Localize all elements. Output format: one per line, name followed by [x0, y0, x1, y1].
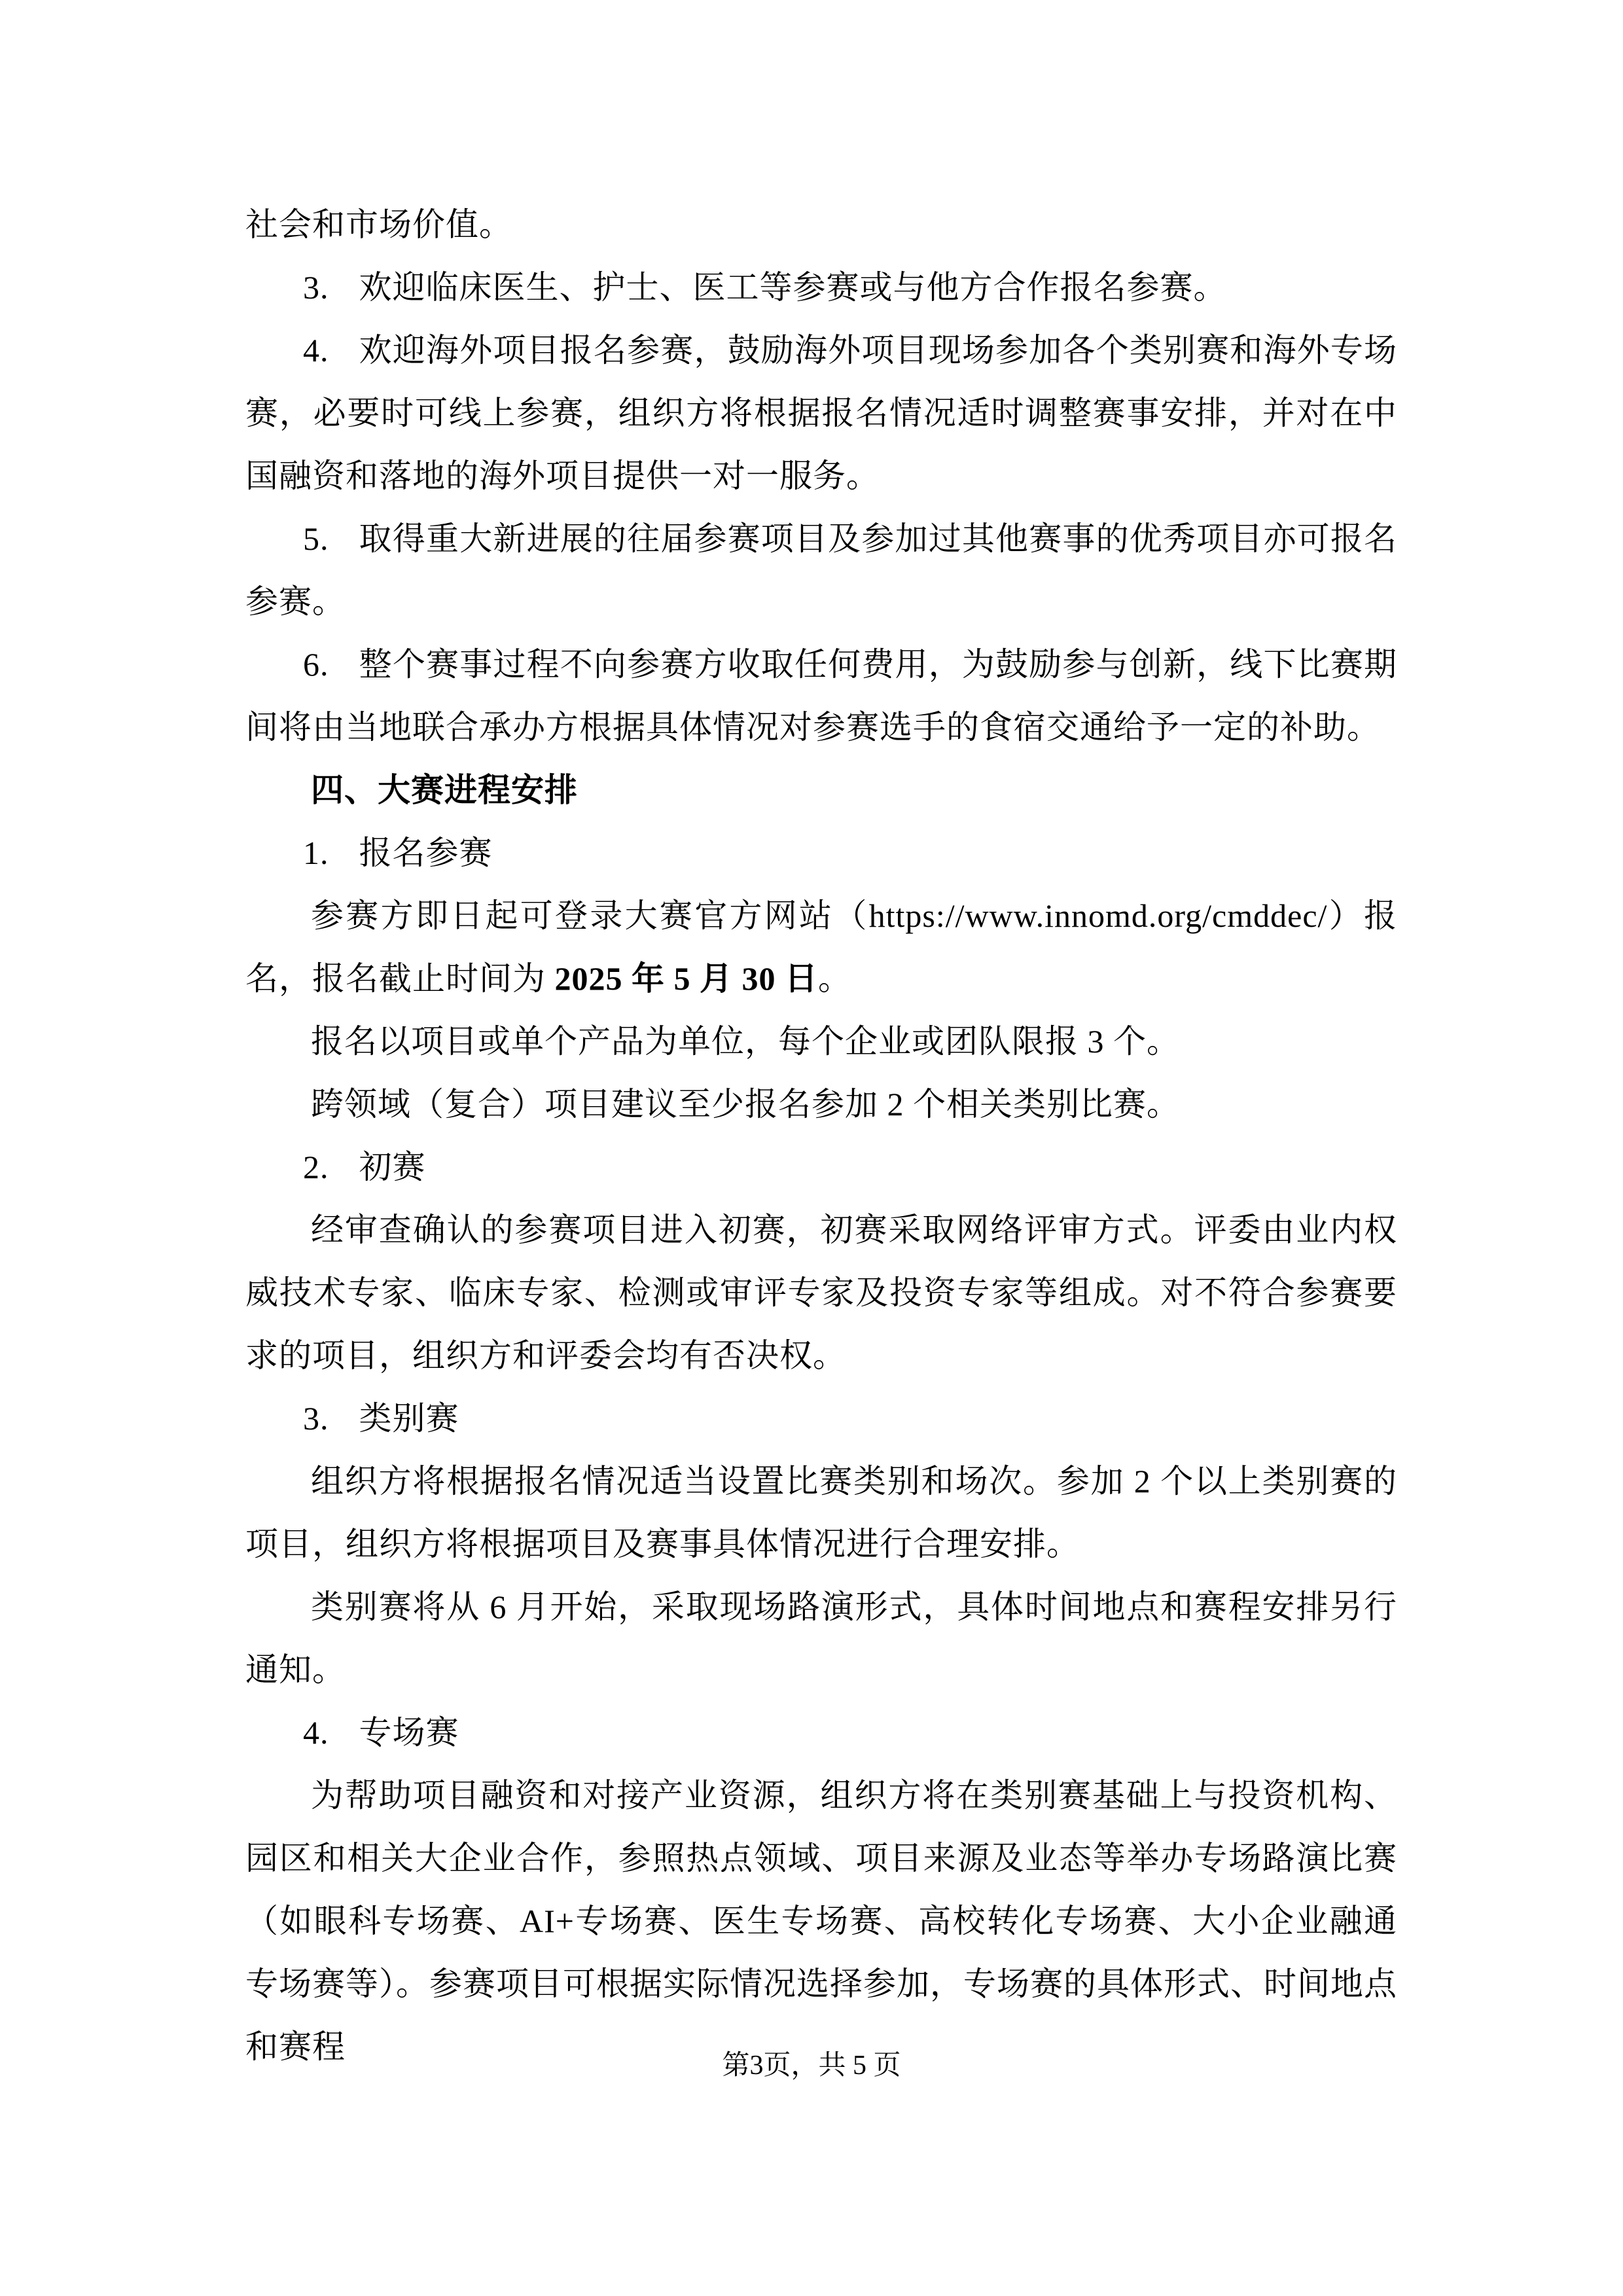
paragraph — [245, 1010, 1397, 1073]
text-run: 经审查确认的参赛项目进入初赛，初赛采取网络评审方式。评委由业内权威技术专家、临床专家、检测或审评专家及投资专家等组成。对不符合参赛要求的项目，组织方和评委会均有否决权。 — [245, 1211, 1397, 1374]
paragraph — [245, 633, 1397, 759]
list-number: 3. — [303, 269, 329, 306]
paragraph — [245, 1136, 1397, 1198]
text-run: 组织方将根据报名情况适当设置比赛类别和场次。参加 2 个以上类别赛的项目，组织方将根据项目及赛事具体情况进行合理安排。 — [245, 1463, 1397, 1562]
list-number: 4. — [303, 332, 329, 368]
text-run: 2025 年 5 月 30 日 — [546, 960, 818, 997]
list-number: 1. — [303, 834, 329, 871]
list-number: 3. — [303, 1400, 329, 1437]
document-body — [245, 193, 1397, 2078]
paragraph — [245, 821, 1397, 884]
paragraph — [245, 1450, 1397, 1575]
text-run: 专场赛 — [359, 1714, 459, 1751]
paragraph — [245, 884, 1397, 1010]
paragraph — [245, 256, 1397, 319]
list-number: 6. — [303, 646, 329, 683]
text-run: 取得重大新进展的往届参赛项目及参加过其他赛事的优秀项目亦可报名参赛。 — [245, 520, 1397, 620]
list-number: 4. — [303, 1714, 329, 1751]
paragraph — [245, 319, 1397, 507]
text-run: 跨领域（复合）项目建议至少报名参加 2 个相关类别比赛。 — [311, 1086, 1180, 1122]
paragraph — [245, 193, 1397, 256]
text-run: 类别赛 — [359, 1400, 459, 1437]
text-run: 类别赛将从 6 月开始，采取现场路演形式，具体时间地点和赛程安排另行通知。 — [245, 1588, 1397, 1688]
text-run: 欢迎临床医生、护士、医工等参赛或与他方合作报名参赛。 — [359, 269, 1227, 306]
text-run: 欢迎海外项目报名参赛，鼓励海外项目现场参加各个类别赛和海外专场赛，必要时可线上参赛，组织方将根据报名情况适时调整赛事安排，并对在中国融资和落地的海外项目提供一对一服务。 — [245, 332, 1397, 494]
text-run: 参赛方即日起可登录大赛官方网站（https://www.innomd.org/cmddec/）报名，报名截止时间为 — [245, 897, 1397, 997]
page-number-text: 第3页，共 5 页 — [722, 2051, 901, 2081]
paragraph — [245, 1701, 1397, 1764]
page-footer — [0, 2047, 1623, 2084]
section-heading — [245, 759, 1397, 821]
paragraph — [245, 1198, 1397, 1387]
paragraph — [245, 1387, 1397, 1450]
paragraph — [245, 1575, 1397, 1701]
text-run: 社会和市场价值。 — [245, 206, 512, 243]
text-run: 四、大赛进程安排 — [311, 772, 578, 808]
text-run: 报名参赛 — [359, 834, 493, 871]
paragraph — [245, 507, 1397, 633]
paragraph — [245, 1764, 1397, 2078]
text-run: 报名以项目或单个产品为单位，每个企业或团队限报 3 个。 — [311, 1023, 1180, 1060]
list-number: 2. — [303, 1149, 329, 1185]
paragraph — [245, 1073, 1397, 1136]
text-run: 。 — [818, 960, 851, 997]
text-run: 初赛 — [359, 1149, 426, 1185]
list-number: 5. — [303, 520, 329, 557]
text-run: 为帮助项目融资和对接产业资源，组织方将在类别赛基础上与投资机构、园区和相关大企业合作，参照热点领域、项目来源及业态等举办专场路演比赛（如眼科专场赛、AI+专场赛、医生专场赛、高校转化专场赛、大小企业融通专场赛等）。参赛项目可根据实际情况选择参加，专场赛的具体形式、时间地点和赛程 — [245, 1777, 1397, 2065]
text-run: 整个赛事过程不向参赛方收取任何费用，为鼓励参与创新，线下比赛期间将由当地联合承办方根据具体情况对参赛选手的食宿交通给予一定的补助。 — [245, 646, 1397, 745]
